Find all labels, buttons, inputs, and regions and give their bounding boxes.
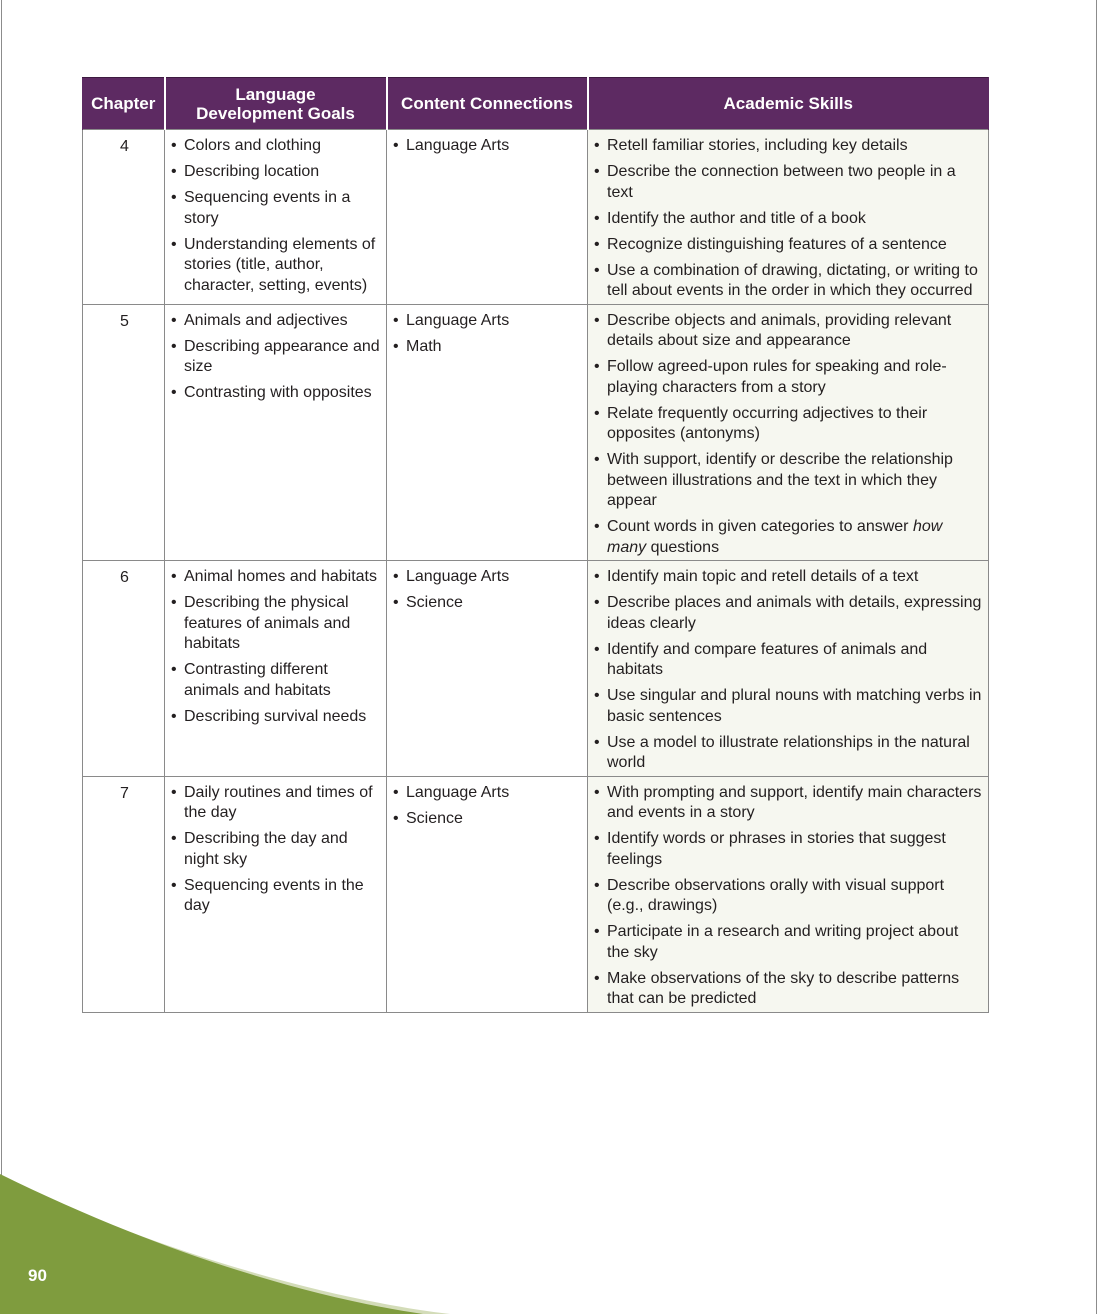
chapter-cell: 5: [83, 304, 165, 561]
page-number: 90: [28, 1266, 47, 1285]
skill-item: • With support, identify or describe the relationship between illustrations and the text in which they appear: [594, 450, 984, 512]
goals-cell: [165, 776, 387, 1012]
skills-cell-list: [594, 136, 984, 302]
skill-item: • Follow agreed-upon rules for speaking and role-playing characters from a story: [594, 357, 984, 398]
skill-item: • Describe places and animals with details, expressing ideas clearly: [594, 593, 984, 634]
emphasis-text: how many: [607, 518, 943, 556]
header-content: Content Connections: [387, 78, 588, 130]
skill-item: • With prompting and support, identify main characters and events in a story: [594, 783, 984, 824]
table-row: [83, 776, 989, 1012]
skill-item: • Describe observations orally with visual support (e.g., drawings): [594, 876, 984, 917]
goal-item: • Describing location: [171, 162, 382, 183]
skill-item: • Identify and compare features of animals and habitats: [594, 640, 984, 681]
content-cell: [387, 130, 588, 305]
table-row: [83, 304, 989, 561]
skill-item: • Retell familiar stories, including key details: [594, 136, 984, 157]
table-row: [83, 561, 989, 777]
header-skills: Academic Skills: [588, 78, 989, 130]
goal-item: • Sequencing events in the day: [171, 876, 382, 917]
content-cell-list: [393, 136, 583, 157]
goal-item: • Describing survival needs: [171, 707, 382, 728]
content-cell-list: [393, 567, 583, 614]
goal-item: • Contrasting with opposites: [171, 383, 382, 404]
skill-item: • Recognize distinguishing features of a sentence: [594, 235, 984, 256]
table-body: [83, 130, 989, 1013]
skills-cell: [588, 130, 989, 305]
goals-cell: [165, 304, 387, 561]
content-item: • Language Arts: [393, 311, 583, 332]
goals-cell-list: [171, 567, 382, 727]
skill-item: • Use a model to illustrate relationships in the natural world: [594, 733, 984, 774]
goal-item: • Colors and clothing: [171, 136, 382, 157]
table-row: [83, 130, 989, 305]
goals-cell-list: [171, 783, 382, 917]
goals-cell: [165, 130, 387, 305]
skills-cell: [588, 776, 989, 1012]
chapter-cell: 6: [83, 561, 165, 777]
skills-cell-list: [594, 311, 984, 559]
skill-item: • Count words in given categories to answer how many questions: [594, 517, 984, 558]
content-item: • Science: [393, 809, 583, 830]
skill-item: • Identify words or phrases in stories that suggest feelings: [594, 829, 984, 870]
footer-wave: [0, 1174, 423, 1314]
content-item: • Science: [393, 593, 583, 614]
skills-cell: [588, 561, 989, 777]
goals-cell-list: [171, 311, 382, 404]
content-cell: [387, 304, 588, 561]
skill-item: • Participate in a research and writing project about the sky: [594, 922, 984, 963]
goal-item: • Animals and adjectives: [171, 311, 382, 332]
skill-item: • Relate frequently occurring adjectives to their opposites (antonyms): [594, 404, 984, 445]
skills-cell: [588, 304, 989, 561]
content-cell: [387, 561, 588, 777]
skills-cell-list: [594, 567, 984, 774]
goal-item: • Sequencing events in a story: [171, 188, 382, 229]
content-item: • Language Arts: [393, 136, 583, 157]
goal-item: • Understanding elements of stories (title, author, character, setting, events): [171, 235, 382, 297]
chapter-cell: 4: [83, 130, 165, 305]
goal-item: • Daily routines and times of the day: [171, 783, 382, 824]
header-goals: Language Development Goals: [165, 78, 387, 130]
footer-swoosh: [0, 1160, 1100, 1314]
table-header-row: [83, 78, 989, 130]
skill-item: • Use a combination of drawing, dictating, or writing to tell about events in the order in which they occurred: [594, 261, 984, 302]
content-item: • Math: [393, 337, 583, 358]
content-cell-list: [393, 311, 583, 358]
chapter-cell: 7: [83, 776, 165, 1012]
skill-item: • Make observations of the sky to describe patterns that can be predicted: [594, 969, 984, 1010]
skill-item: • Use singular and plural nouns with matching verbs in basic sentences: [594, 686, 984, 727]
content-cell: [387, 776, 588, 1012]
goal-item: • Describing appearance and size: [171, 337, 382, 378]
goals-cell: [165, 561, 387, 777]
content-cell-list: [393, 783, 583, 830]
skill-item: • Identify main topic and retell details of a text: [594, 567, 984, 588]
goals-cell-list: [171, 136, 382, 296]
content-item: • Language Arts: [393, 783, 583, 804]
goal-item: • Contrasting different animals and habitats: [171, 660, 382, 701]
curriculum-table: [82, 77, 989, 1013]
goal-item: • Animal homes and habitats: [171, 567, 382, 588]
skills-cell-list: [594, 783, 984, 1010]
header-chapter: Chapter: [83, 78, 165, 130]
goal-item: • Describing the physical features of animals and habitats: [171, 593, 382, 655]
content-item: • Language Arts: [393, 567, 583, 588]
skill-item: • Describe the connection between two people in a text: [594, 162, 984, 203]
skill-item: • Describe objects and animals, providing relevant details about size and appearance: [594, 311, 984, 352]
goal-item: • Describing the day and night sky: [171, 829, 382, 870]
skill-item: • Identify the author and title of a book: [594, 209, 984, 230]
